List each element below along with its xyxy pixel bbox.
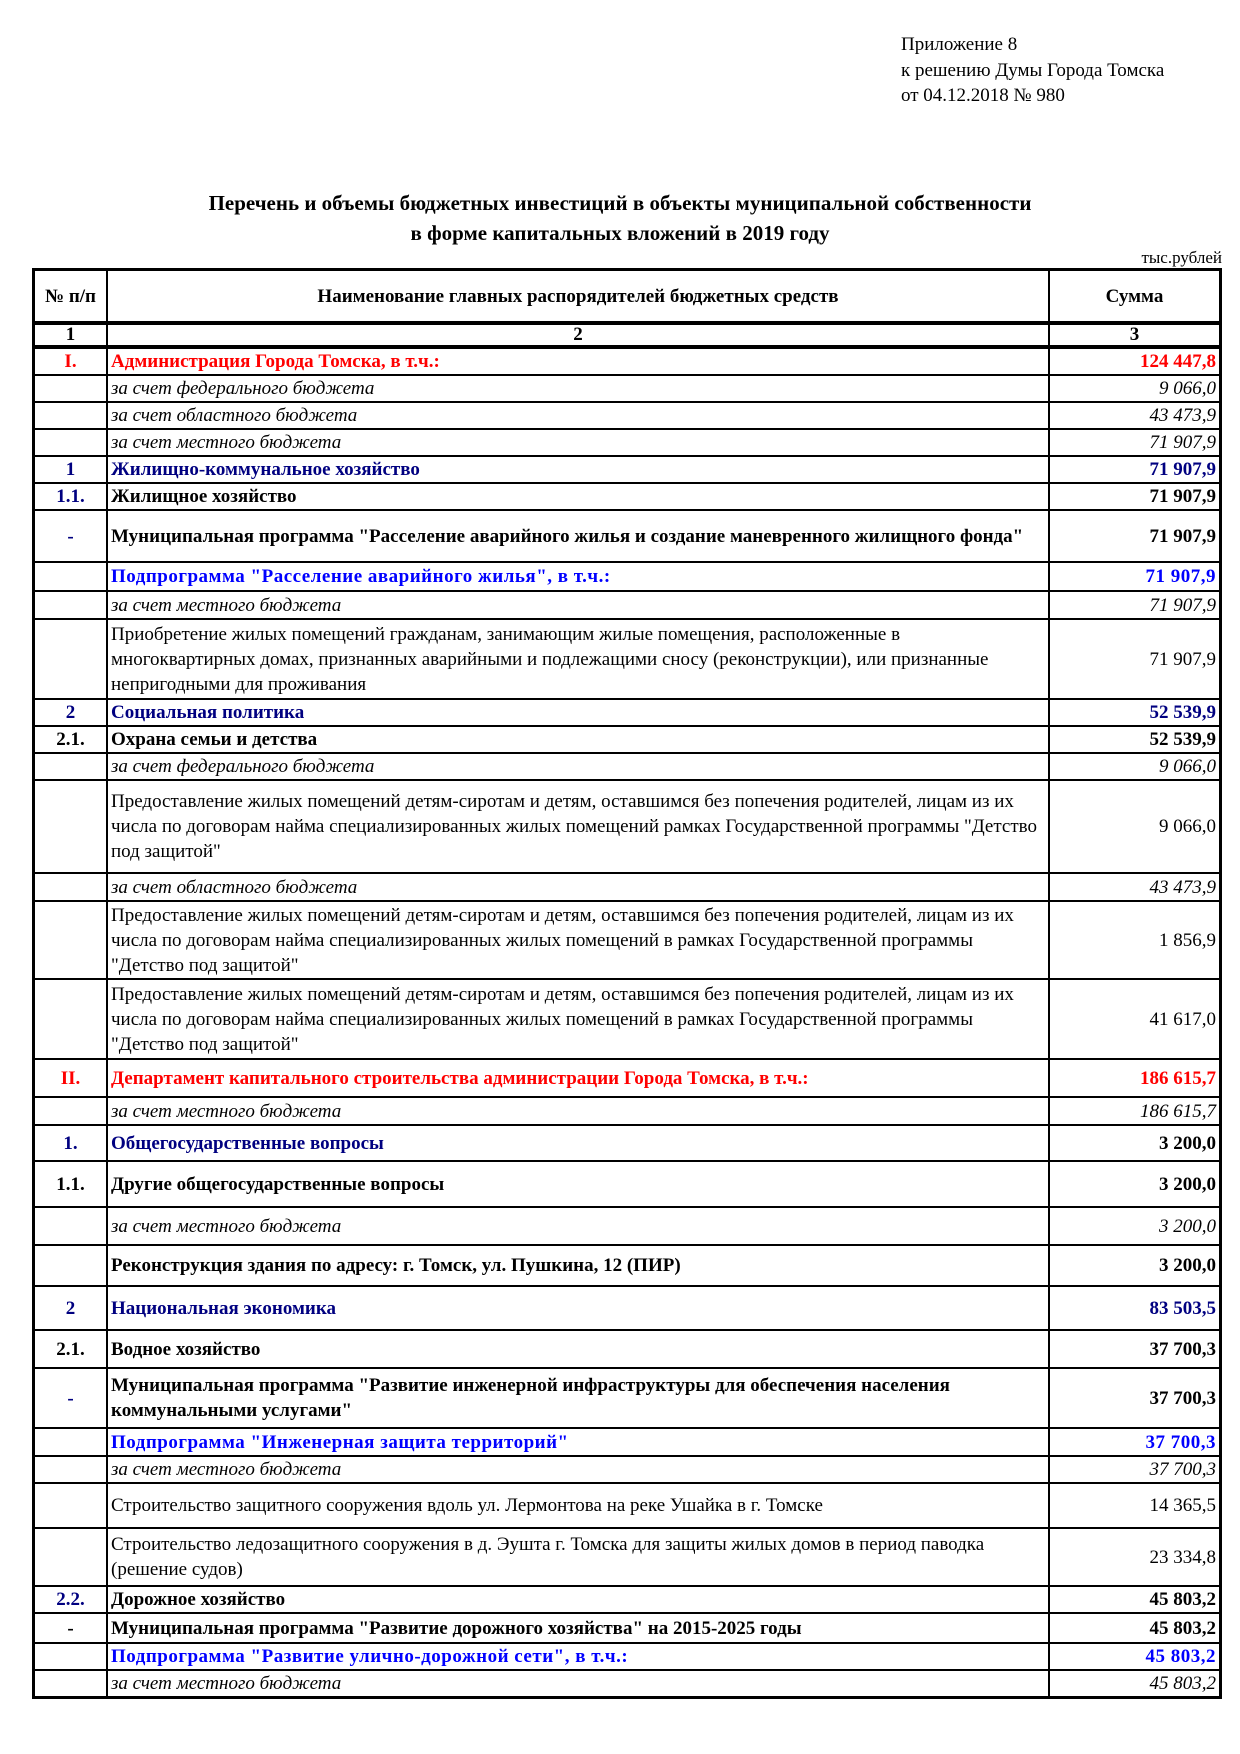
row-name: Муниципальная программа "Развитие инженерной инфраструктуры для обеспечения населения коммунальными услугами" — [107, 1368, 1049, 1428]
table-body — [34, 347, 1221, 1698]
row-num: 2.1. — [34, 1330, 108, 1368]
row-name: Предоставление жилых помещений детям-сиротам и детям, оставшимся без попечения родителей, лицам из их числа по договорам найма специализированных жилых помещений в рамках Государственной программы "Детство под защитой" — [107, 979, 1049, 1059]
row-num: 2 — [34, 1286, 108, 1330]
row-sum: 71 907,9 — [1049, 619, 1221, 699]
row-name: Реконструкция здания по адресу: г. Томск, ул. Пушкина, 12 (ПИР) — [107, 1245, 1049, 1286]
row-sum: 124 447,8 — [1049, 347, 1221, 375]
table-row — [34, 1161, 1221, 1207]
row-num: - — [34, 1613, 108, 1643]
row-num — [34, 753, 108, 780]
row-name: Муниципальная программа "Расселение аварийного жилья и создание маневренного жилищного фонда" — [107, 510, 1049, 562]
row-num — [34, 1643, 108, 1670]
row-num: 2 — [34, 699, 108, 726]
row-sum: 3 200,0 — [1049, 1245, 1221, 1286]
row-num: II. — [34, 1059, 108, 1097]
table-row — [34, 1125, 1221, 1161]
row-num — [34, 402, 108, 429]
row-sum: 52 539,9 — [1049, 726, 1221, 753]
row-name: за счет местного бюджета — [107, 1097, 1049, 1125]
table-row — [34, 780, 1221, 873]
header-name: Наименование главных распорядителей бюджетных средств — [107, 270, 1049, 324]
row-sum: 43 473,9 — [1049, 402, 1221, 429]
header-row — [34, 270, 1221, 324]
row-num — [34, 1670, 108, 1698]
header-num: № п/п — [34, 270, 108, 324]
row-sum: 45 803,2 — [1049, 1643, 1221, 1670]
row-num — [34, 780, 108, 873]
row-name: Подпрограмма "Инженерная защита территорий" — [107, 1428, 1049, 1456]
row-num — [34, 1528, 108, 1586]
row-num — [34, 375, 108, 402]
row-name: за счет местного бюджета — [107, 1670, 1049, 1698]
column-number: 2 — [107, 323, 1049, 347]
row-num: I. — [34, 347, 108, 375]
table-row — [34, 873, 1221, 901]
row-name: Водное хозяйство — [107, 1330, 1049, 1368]
table-row — [34, 483, 1221, 510]
table-row — [34, 1286, 1221, 1330]
investment-table — [32, 268, 1222, 1699]
row-sum: 37 700,3 — [1049, 1368, 1221, 1428]
row-sum: 71 907,9 — [1049, 483, 1221, 510]
row-name: за счет местного бюджета — [107, 591, 1049, 619]
row-num — [34, 979, 108, 1059]
column-number: 1 — [34, 323, 108, 347]
row-sum: 9 066,0 — [1049, 780, 1221, 873]
row-sum: 45 803,2 — [1049, 1613, 1221, 1643]
table-row — [34, 726, 1221, 753]
table-row — [34, 699, 1221, 726]
row-sum: 43 473,9 — [1049, 873, 1221, 901]
row-name: Предоставление жилых помещений детям-сиротам и детям, оставшимся без попечения родителей, лицам из их числа по договорам найма специализированных жилых помещений рамках Государственной программы "Детство под защитой" — [107, 780, 1049, 873]
table-row — [34, 429, 1221, 456]
table-row — [34, 619, 1221, 699]
row-name: Охрана семьи и детства — [107, 726, 1049, 753]
row-name: Подпрограмма "Расселение аварийного жилья", в т.ч.: — [107, 562, 1049, 591]
column-number: 3 — [1049, 323, 1221, 347]
row-sum: 186 615,7 — [1049, 1097, 1221, 1125]
row-num — [34, 1428, 108, 1456]
row-num — [34, 901, 108, 979]
table-row — [34, 1245, 1221, 1286]
row-num — [34, 1483, 108, 1528]
row-name: за счет местного бюджета — [107, 429, 1049, 456]
row-sum: 71 907,9 — [1049, 456, 1221, 483]
row-sum: 9 066,0 — [1049, 375, 1221, 402]
column-numbers-row — [34, 323, 1221, 347]
row-sum: 3 200,0 — [1049, 1125, 1221, 1161]
table-row — [34, 1207, 1221, 1245]
row-sum: 71 907,9 — [1049, 591, 1221, 619]
row-num: 1.1. — [34, 1161, 108, 1207]
annex-line-3: от 04.12.2018 № 980 — [901, 85, 1065, 106]
table-row — [34, 1330, 1221, 1368]
row-name: Приобретение жилых помещений гражданам, занимающим жилые помещения, расположенные в многоквартирных домах, признанных аварийными и подлежащими сносу (реконструкции), или признанные непригодными для проживания — [107, 619, 1049, 699]
row-num: 1.1. — [34, 483, 108, 510]
row-name: Администрация Города Томска, в т.ч.: — [107, 347, 1049, 375]
row-num — [34, 1456, 108, 1483]
row-name: Строительство ледозащитного сооружения в д. Эушта г. Томска для защиты жилых домов в период паводка (решение судов) — [107, 1528, 1049, 1586]
row-name: Жилищно-коммунальное хозяйство — [107, 456, 1049, 483]
row-sum: 14 365,5 — [1049, 1483, 1221, 1528]
row-sum: 23 334,8 — [1049, 1528, 1221, 1586]
row-name: Общегосударственные вопросы — [107, 1125, 1049, 1161]
table-row — [34, 510, 1221, 562]
row-sum: 83 503,5 — [1049, 1286, 1221, 1330]
row-name: за счет местного бюджета — [107, 1207, 1049, 1245]
table-row — [34, 375, 1221, 402]
row-name: Муниципальная программа "Развитие дорожного хозяйства" на 2015-2025 годы — [107, 1613, 1049, 1643]
row-name: за счет областного бюджета — [107, 402, 1049, 429]
row-num: 2.2. — [34, 1586, 108, 1613]
table-row — [34, 591, 1221, 619]
row-num: - — [34, 510, 108, 562]
row-sum: 71 907,9 — [1049, 510, 1221, 562]
table-row — [34, 1483, 1221, 1528]
table-row — [34, 562, 1221, 591]
row-num: 1. — [34, 1125, 108, 1161]
row-num — [34, 1245, 108, 1286]
row-sum: 45 803,2 — [1049, 1586, 1221, 1613]
row-sum: 3 200,0 — [1049, 1207, 1221, 1245]
row-num — [34, 1097, 108, 1125]
row-num — [34, 562, 108, 591]
row-num: 1 — [34, 456, 108, 483]
row-num — [34, 1207, 108, 1245]
title-line-1: Перечень и объемы бюджетных инвестиций в объекты муниципальной собственности — [208, 191, 1032, 215]
table-row — [34, 1613, 1221, 1643]
table-row — [34, 979, 1221, 1059]
row-name: Дорожное хозяйство — [107, 1586, 1049, 1613]
row-sum: 45 803,2 — [1049, 1670, 1221, 1698]
row-name: за счет федерального бюджета — [107, 375, 1049, 402]
table-row — [34, 1097, 1221, 1125]
row-name: за счет областного бюджета — [107, 873, 1049, 901]
header-sum: Сумма — [1049, 270, 1221, 324]
row-num — [34, 429, 108, 456]
row-sum: 52 539,9 — [1049, 699, 1221, 726]
annex-line-2: к решению Думы Города Томска — [901, 59, 1165, 81]
table-row — [34, 347, 1221, 375]
row-sum: 9 066,0 — [1049, 753, 1221, 780]
table-row — [34, 1643, 1221, 1670]
row-name: Другие общегосударственные вопросы — [107, 1161, 1049, 1207]
row-num — [34, 619, 108, 699]
table-row — [34, 1368, 1221, 1428]
row-name: за счет местного бюджета — [107, 1456, 1049, 1483]
row-num: - — [34, 1368, 108, 1428]
row-sum: 37 700,3 — [1049, 1456, 1221, 1483]
row-name: за счет федерального бюджета — [107, 753, 1049, 780]
row-name: Социальная политика — [107, 699, 1049, 726]
table-row — [34, 1670, 1221, 1698]
table-row — [34, 1456, 1221, 1483]
row-name: Предоставление жилых помещений детям-сиротам и детям, оставшимся без попечения родителей, лицам из их числа по договорам найма специализированных жилых помещений в рамках Государственной программы "Детство под защитой" — [107, 901, 1049, 979]
table-row — [34, 402, 1221, 429]
table-row — [34, 753, 1221, 780]
row-name: Национальная экономика — [107, 1286, 1049, 1330]
row-sum: 37 700,3 — [1049, 1330, 1221, 1368]
row-sum: 3 200,0 — [1049, 1161, 1221, 1207]
table-row — [34, 1528, 1221, 1586]
table-row — [34, 456, 1221, 483]
row-name: Департамент капитального строительства администрации Города Томска, в т.ч.: — [107, 1059, 1049, 1097]
table-row — [34, 901, 1221, 979]
table-row — [34, 1428, 1221, 1456]
document-title — [0, 188, 1240, 248]
annex-line-1: Приложение 8 — [901, 34, 1018, 55]
annex-reference — [901, 32, 1164, 109]
row-num: 2.1. — [34, 726, 108, 753]
row-num — [34, 873, 108, 901]
row-name: Строительство защитного сооружения вдоль ул. Лермонтова на реке Ушайка в г. Томске — [107, 1483, 1049, 1528]
unit-label: тыс.рублей — [1141, 248, 1222, 267]
row-sum: 71 907,9 — [1049, 562, 1221, 591]
row-sum: 186 615,7 — [1049, 1059, 1221, 1097]
title-line-2: в форме капитальных вложений в 2019 году — [410, 221, 830, 245]
table-row — [34, 1059, 1221, 1097]
table-row — [34, 1586, 1221, 1613]
row-sum: 1 856,9 — [1049, 901, 1221, 979]
row-sum: 37 700,3 — [1049, 1428, 1221, 1456]
row-num — [34, 591, 108, 619]
row-sum: 71 907,9 — [1049, 429, 1221, 456]
row-name: Жилищное хозяйство — [107, 483, 1049, 510]
row-name: Подпрограмма "Развитие улично-дорожной сети", в т.ч.: — [107, 1643, 1049, 1670]
row-sum: 41 617,0 — [1049, 979, 1221, 1059]
